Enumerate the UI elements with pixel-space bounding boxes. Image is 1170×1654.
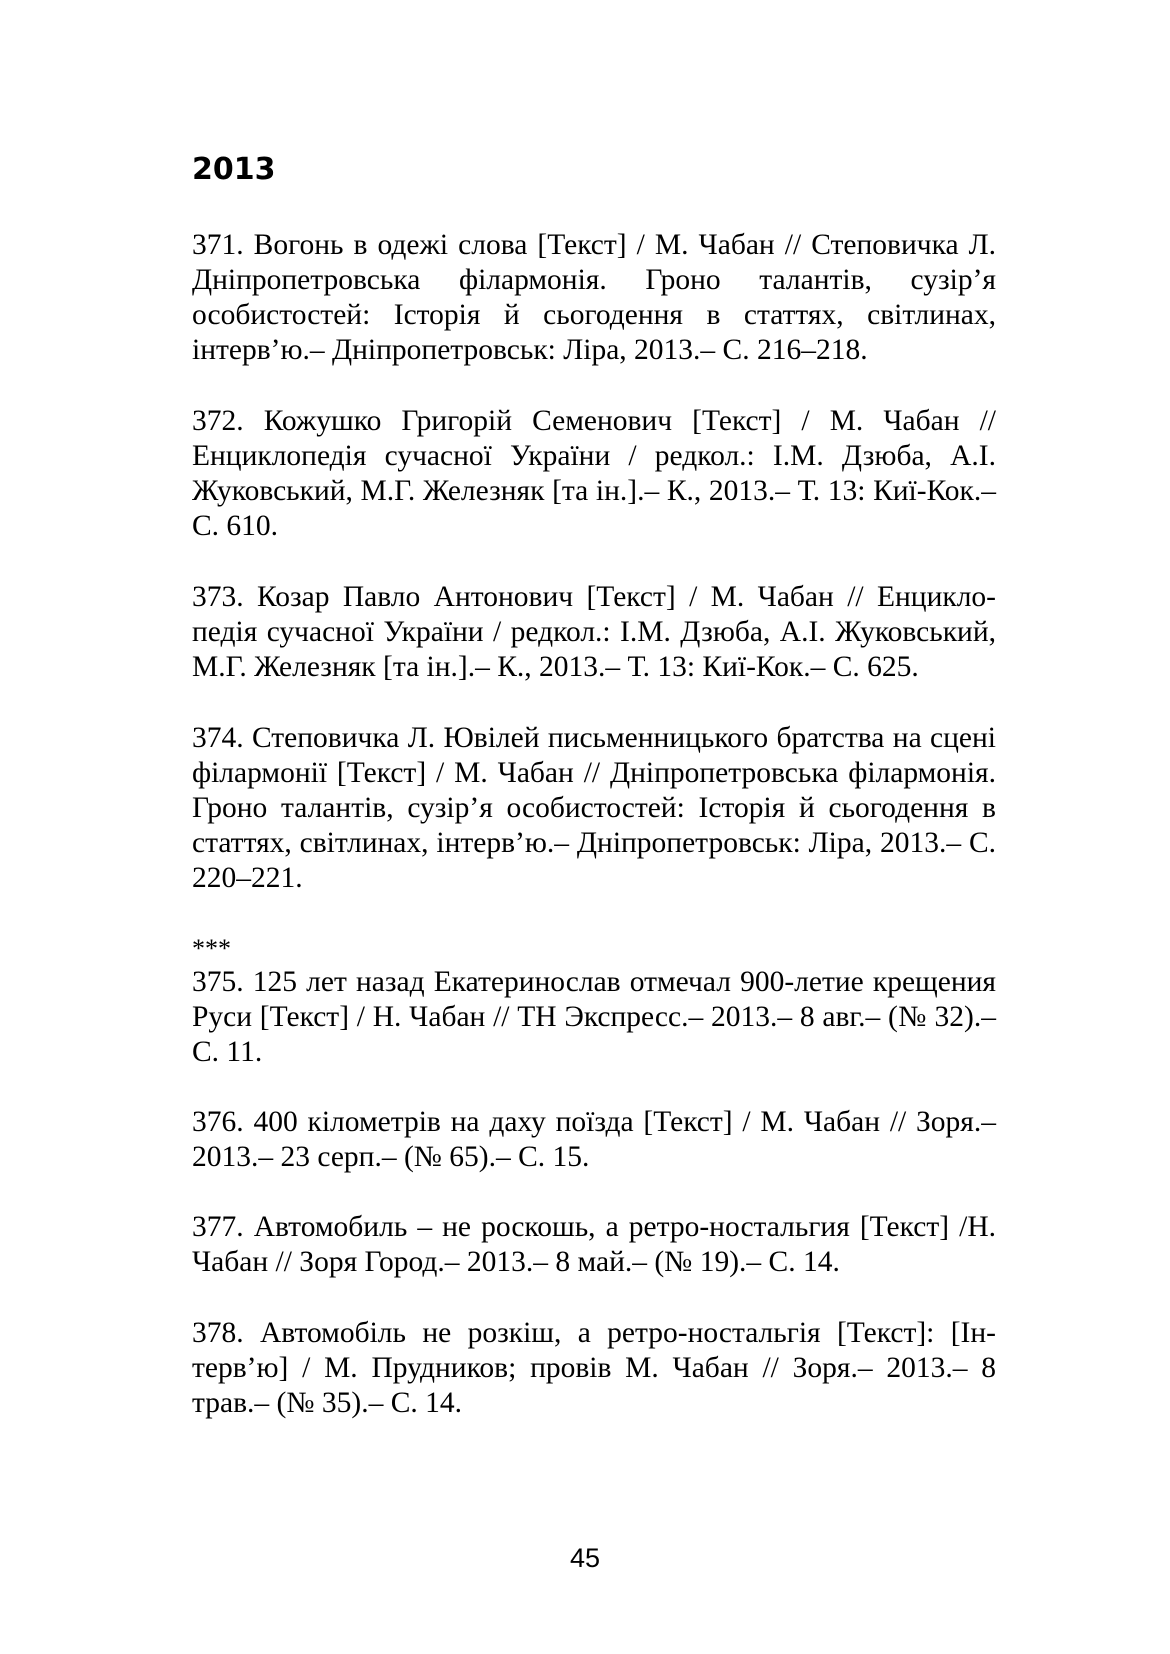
bibliography-entry-374: 374. Степовичка Л. Ювілей письменницького братства на сцені філармонії [Текст] / М. Чабан // Дніпропетровська філармонія. Гроно талантів, сузір’я особистостей: Історія й сьогодення в статтях, світлинах, інтерв’ю.– Дніпропетровськ: Ліра, 2013.– С. 220–221. — [192, 722, 996, 894]
bibliography-list — [192, 228, 996, 1421]
year-heading: 2013 — [192, 152, 276, 187]
bibliography-entry-376: 376. 400 кілометрів на даху поїзда [Текст] / М. Чабан // Зоря.– 2013.– 23 серп.– (№ 65).– С. 15. — [192, 1106, 996, 1173]
bibliography-entry-377: 377. Автомобиль – не роскошь, а ретро-ностальгия [Текст] /Н. Чабан // Зоря Город.– 2013.– 8 май.– (№ 19).– С. 14. — [192, 1211, 996, 1278]
bibliography-entry-371: 371. Вогонь в одежі слова [Текст] / М. Чабан // Степовичка Л. Дніпропетровська філармонія. Гроно талантів, сузір’я особистостей: Історія й сьогодення в статтях, світлинах, інтерв’ю.– Дніпропетровськ: Ліра, 2013.– С. 216–218. — [192, 229, 996, 366]
bibliography-entry-375: 375. 125 лет назад Екатеринослав отмечал 900-летие крещения Руси [Текст] / Н. Чабан // ТН Экспресс.– 2013.– 8 авг.– (№ 32).– С. 11. — [192, 966, 996, 1068]
page-number: 45 — [569, 1543, 601, 1573]
bibliography-entry-378: 378. Автомобіль не розкіш, а ретро-ностальгія [Текст]: [Інтерв’ю] / М. Прудников; провів М. Чабан // Зоря.– 2013.– 8 трав.– (№ 35).– С. 14. — [192, 1317, 996, 1419]
section-separator: *** — [192, 934, 231, 963]
bibliography-entry-372: 372. Кожушко Григорій Семенович [Текст] / М. Чабан // Енциклопедія сучасної України / редкол.: І.М. Дзюба, А.І. Жуковський, М.Г. Железняк [та ін.].– К., 2013.– Т. 13: Киї-Кок.– С. 610. — [192, 405, 996, 542]
bibliography-entry-373: 373. Козар Павло Антонович [Текст] / М. Чабан // Енциклопедія сучасної України / редкол.: І.М. Дзюба, А.І. Жуковський, М.Г. Железняк [та ін.].– К., 2013.– Т. 13: Киї-Кок.– С. 625. — [192, 581, 996, 683]
